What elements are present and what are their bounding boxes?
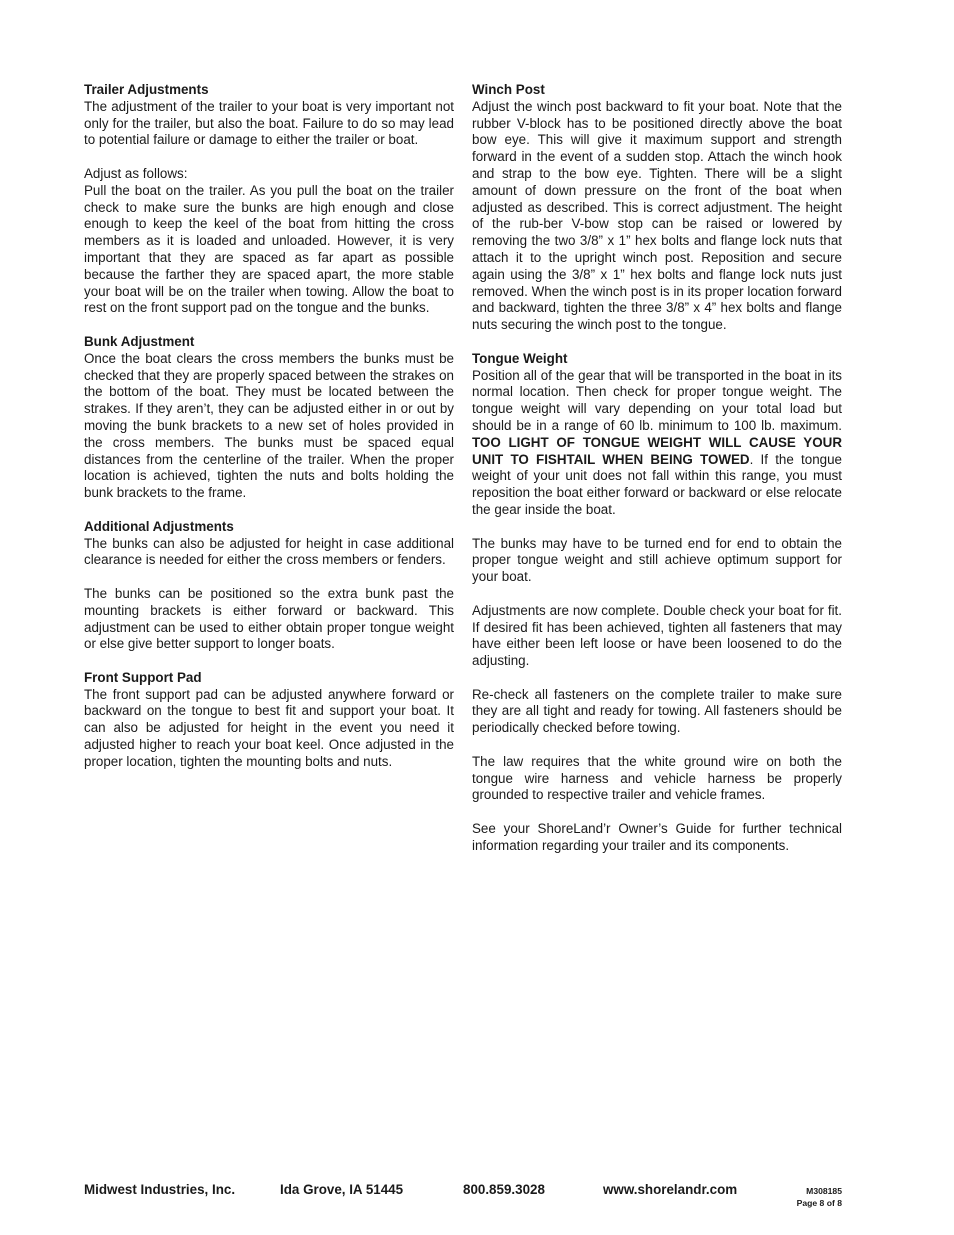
footer-website: www.shorelandr.com bbox=[603, 1182, 738, 1197]
paragraph: Adjust as follows: bbox=[84, 165, 188, 181]
paragraph: The law requires that the white ground wire on both the tongue wire harness and vehicle harness be properly grounded to respective trailer and vehicle frames. bbox=[472, 753, 842, 803]
paragraph: The bunks can also be adjusted for height in case additional clearance is needed for either the cross members or fenders. bbox=[84, 535, 454, 568]
section-heading: Front Support Pad bbox=[84, 669, 202, 685]
page-footer bbox=[84, 1182, 844, 1212]
paragraph: Re-check all fasteners on the complete trailer to make sure they are all tight and ready for towing. All fasteners should be periodically checked before towing. bbox=[472, 686, 842, 736]
paragraph: The adjustment of the trailer to your boat is very important not only for the trailer, but also the boat. Failure to do so may lead to potential failure or damage to either the trailer or boat. bbox=[84, 98, 454, 148]
paragraph: Once the boat clears the cross members the bunks must be checked that they are properly spaced between the strakes on the bottom of the boat. They must be located between the strakes. If they aren’t, they can be adjusted either in or out by moving the bunk brackets to a new set of holes provided in the cross members. The bunks must be spaced equal distances from the centerline of the trailer. When the proper location is achieved, tighten the nuts and bolts holding the bunk brackets to the frame. bbox=[84, 350, 454, 501]
warning-text: TOO LIGHT OF TONGUE WEIGHT WILL CAUSE YOUR UNIT TO FISHTAIL WHEN BEING TOWED bbox=[472, 434, 842, 467]
paragraph-text: . If the tongue weight of your unit does not fall within this range, you must reposition the boat either forward or backward or else relocate the gear inside the boat. bbox=[472, 451, 842, 517]
page-number: Page 8 of 8 bbox=[796, 1198, 842, 1208]
paragraph: The front support pad can be adjusted anywhere forward or backward on the tongue to best fit and support your boat. It can also be adjusted for height in the event you need it adjusted higher to reach your boat keel. Once adjusted in the proper location, tighten the mounting bolts and nuts. bbox=[84, 686, 454, 769]
section-bunk-adjustment bbox=[84, 334, 454, 502]
section-heading: Additional Adjustments bbox=[84, 518, 234, 534]
section-heading: Trailer Adjustments bbox=[84, 82, 209, 97]
section-tongue-weight bbox=[472, 351, 842, 855]
section-front-support-pad bbox=[84, 670, 454, 771]
section-heading: Winch Post bbox=[472, 82, 545, 97]
section-heading: Bunk Adjustment bbox=[84, 333, 195, 349]
section-heading: Tongue Weight bbox=[472, 350, 568, 366]
right-column bbox=[472, 82, 842, 871]
footer-city: Ida Grove, IA 51445 bbox=[280, 1182, 404, 1197]
paragraph: Pull the boat on the trailer. As you pull the boat on the trailer check to make sure the bunks are high enough and close enough to keep the keel of the boat from hitting the cross members as it is loaded and unloaded. However, it is very important that they are spaced as far apart as possible because the farther they are spaced apart, the more stable your boat will be on the trailer when towing. Allow the boat to rest on the front support pad on the tongue and the bunks. bbox=[84, 182, 454, 316]
footer-phone: 800.859.3028 bbox=[463, 1182, 545, 1197]
section-additional-adjustments bbox=[84, 519, 454, 653]
doc-number: M308185 bbox=[806, 1186, 842, 1196]
paragraph: Adjustments are now complete. Double check your boat for fit. If desired fit has been achieved, tighten all fasteners that may have either been left loose or have been loosened to do the adjusting. bbox=[472, 602, 842, 669]
footer-company: Midwest Industries, Inc. bbox=[84, 1182, 236, 1197]
paragraph: The bunks may have to be turned end for end to obtain the proper tongue weight and still achieve optimum support for your boat. bbox=[472, 535, 842, 585]
footer-doc-info bbox=[797, 1185, 842, 1209]
paragraph: The bunks can be positioned so the extra bunk past the mounting brackets is either forward or backward. This adjustment can be used to either obtain proper tongue weight or else give better support to longer boats. bbox=[84, 585, 454, 652]
paragraph-text: Position all of the gear that will be transported in the boat in its normal location. Then check for proper tongue weight. The tongue weight will vary depending on your total load but should be in a range of 60 lb. minimum to 100 lb. maximum. bbox=[472, 367, 842, 433]
paragraph: Adjust the winch post backward to fit your boat. Note that the rubber V-block has to be positioned directly above the boat bow eye. This will give it maximum support and strength forward in the event of a sudden stop. Attach the winch hook and strap to the bow eye. Tighten. There will be a slight amount of down pressure on the front of the boat when adjusted as described. This is correct adjustment. The height of the rub-ber V-bow stop can be raised or lowered by removing the two 3/8” x 1” hex bolts and flange lock nuts that attach it to the upright winch post. Reposition and secure again using the 3/8” x 1” hex bolts and flange lock nuts just removed. When the winch post is in its proper location forward and backward, tighten the three 3/8” x 4” hex bolts and flange nuts securing the winch post to the tongue. bbox=[472, 98, 842, 333]
left-column bbox=[84, 82, 454, 787]
section-trailer-adjustments bbox=[84, 82, 454, 317]
paragraph: See your ShoreLand’r Owner’s Guide for further technical information regarding your trailer and its components. bbox=[472, 821, 842, 853]
paragraph bbox=[472, 368, 842, 519]
section-winch-post bbox=[472, 82, 842, 334]
